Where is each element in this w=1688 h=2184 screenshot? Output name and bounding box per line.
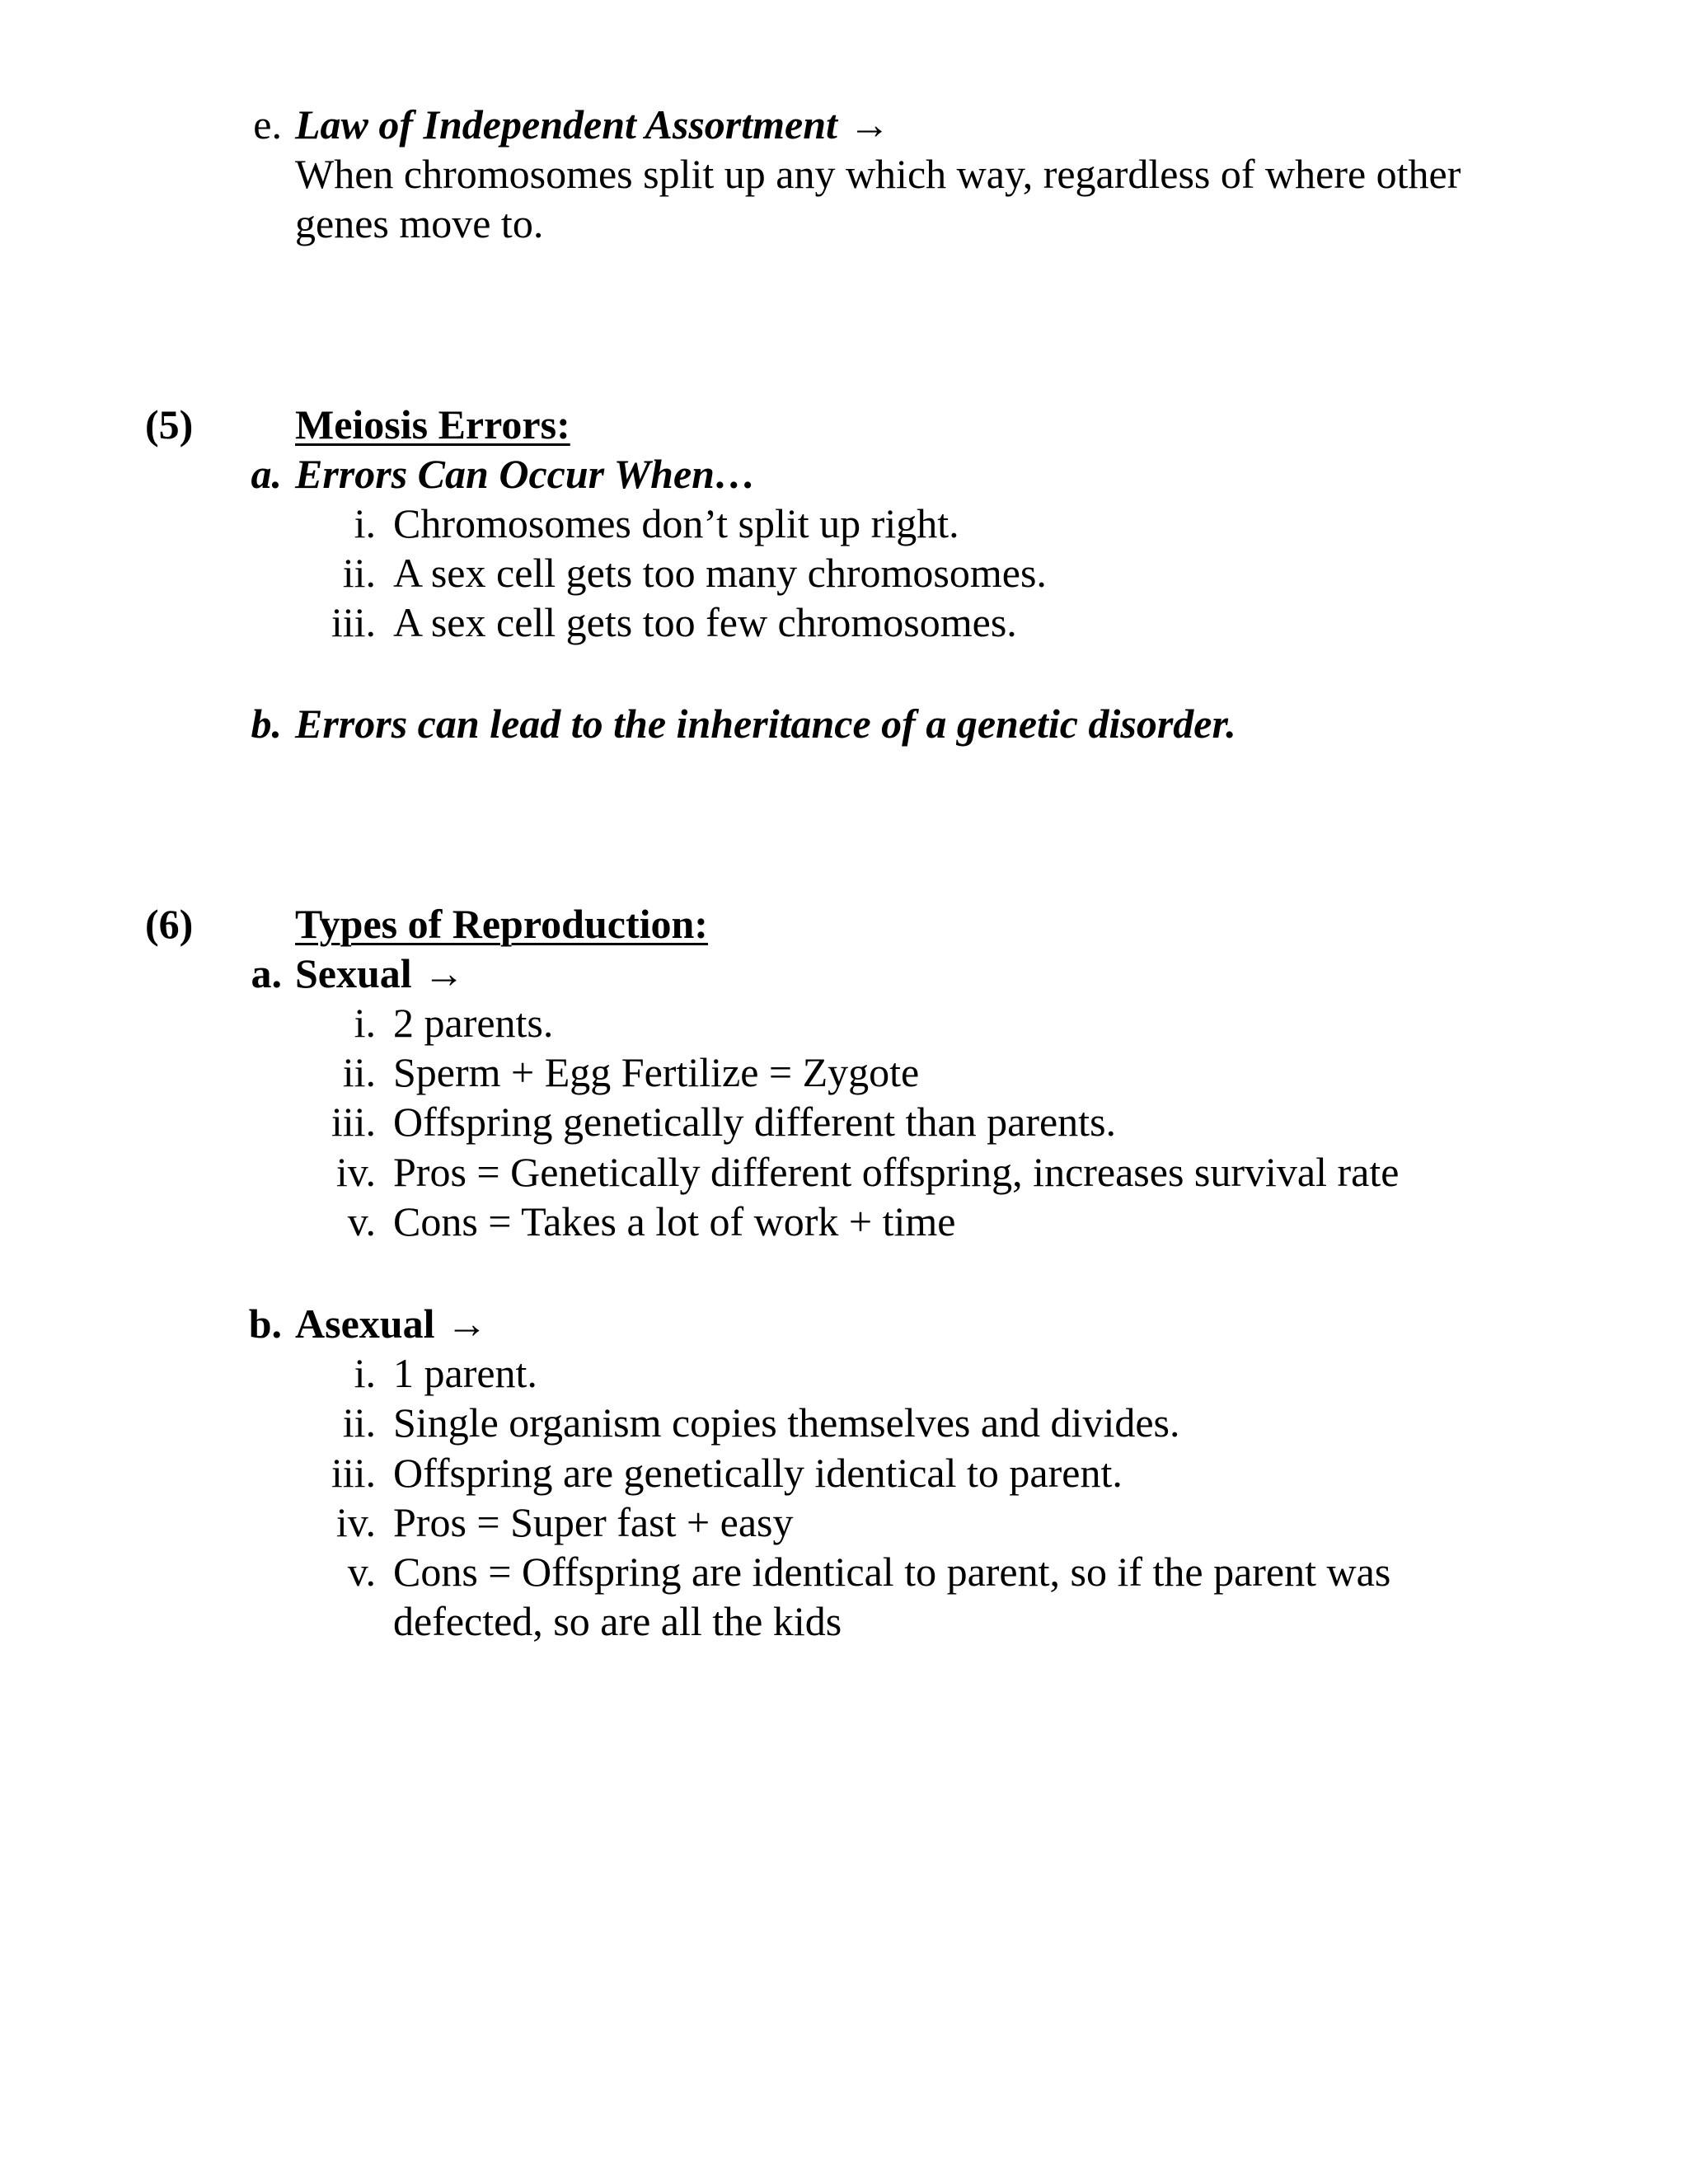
section-5-number: (5): [145, 401, 194, 448]
list-item-text: 1 parent.: [393, 1350, 537, 1396]
section-6b-title: [295, 1299, 487, 1348]
list-item-text: Offspring are genetically identical to parent.: [393, 1450, 1123, 1496]
section-5-heading: Meiosis Errors:: [295, 401, 570, 448]
law-description-line-2: genes move to.: [295, 200, 544, 246]
section-5b-title: Errors can lead to the inheritance of a genetic disorder.: [295, 701, 1236, 747]
list-item-text: Pros = Genetically different offspring, increases survival rate: [393, 1149, 1400, 1195]
right-arrow-icon: →: [446, 1301, 488, 1347]
list-item-number: iii.: [331, 1099, 376, 1145]
section-6a-title: [295, 949, 465, 998]
section-6b-marker: b.: [248, 1301, 282, 1347]
list-item-text: Cons = Offspring are identical to parent, so if the parent was: [393, 1549, 1391, 1595]
list-item-number: v.: [347, 1549, 376, 1595]
section-5b-marker: b.: [251, 701, 282, 747]
list-item-number: ii.: [342, 1399, 376, 1446]
list-item-number: v.: [347, 1198, 376, 1244]
right-arrow-icon: →: [848, 101, 890, 148]
law-description-line-1: When chromosomes split up any which way, regardless of where other: [295, 151, 1461, 197]
list-item-number: ii.: [342, 1049, 376, 1095]
list-item-number: ii.: [342, 550, 376, 596]
list-item-text: Chromosomes don’t split up right.: [393, 500, 959, 546]
section-6-heading: Types of Reproduction:: [295, 901, 708, 947]
list-item-text: Pros = Super fast + easy: [393, 1499, 794, 1545]
list-item-number: i.: [354, 500, 376, 546]
list-item-number: iii.: [331, 599, 376, 645]
list-item-text: Single organism copies themselves and divides.: [393, 1399, 1180, 1446]
list-item-text: Sperm + Egg Fertilize = Zygote: [393, 1049, 920, 1095]
law-title-text: Law of Independent Assortment: [295, 101, 837, 148]
list-item-number: iv.: [335, 1499, 376, 1545]
law-title: [295, 100, 890, 149]
list-item-number: i.: [354, 1350, 376, 1396]
list-item-number: i.: [354, 1000, 376, 1046]
right-arrow-icon: →: [423, 950, 465, 996]
section-5a-marker: a.: [251, 451, 282, 497]
list-item-text: A sex cell gets too few chromosomes.: [393, 599, 1017, 645]
list-item-text: A sex cell gets too many chromosomes.: [393, 550, 1047, 596]
list-item-text: 2 parents.: [393, 1000, 554, 1046]
list-item-text: Cons = Takes a lot of work + time: [393, 1198, 956, 1244]
section-6-number: (6): [145, 901, 194, 947]
list-item-text: Offspring genetically different than parents.: [393, 1099, 1117, 1145]
list-item-number: iv.: [335, 1149, 376, 1195]
section-6b-title-text: Asexual: [295, 1301, 435, 1347]
list-item-number: iii.: [331, 1450, 376, 1496]
section-6a-title-text: Sexual: [295, 950, 412, 996]
section-6a-marker: a.: [251, 950, 282, 996]
list-item-continuation: defected, so are all the kids: [393, 1598, 842, 1644]
section-5a-title: Errors Can Occur When…: [295, 451, 756, 497]
law-marker: e.: [253, 101, 282, 148]
